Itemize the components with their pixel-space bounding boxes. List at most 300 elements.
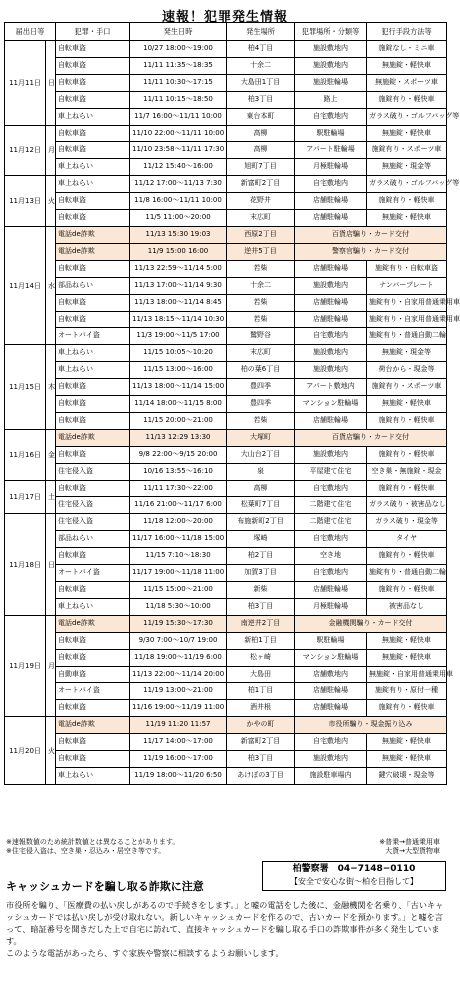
crime-method: タイヤ: [367, 531, 447, 548]
place-category: 月極駐輪場: [295, 159, 367, 176]
table-row: [5, 328, 447, 345]
occurrence-place: 柏1丁目: [227, 683, 295, 700]
table-row: [5, 294, 447, 311]
occurrence-time: 11/15 7:10～18:30: [130, 548, 227, 565]
occurrence-time: 11/11 10:15～18:50: [130, 91, 227, 108]
occurrence-place: 柏3丁目: [227, 91, 295, 108]
place-category: 施設敷地内: [295, 57, 367, 74]
crime-type: 車上ねらい: [56, 345, 130, 362]
notice-title: キャッシュカードを騙し取る詐欺に注意: [6, 880, 204, 893]
fraud-method: 市役所騙り・現金振り込み: [295, 717, 447, 734]
crime-method: 無施錠・軽快車: [367, 751, 447, 768]
occurrence-time: 11/11 11:35～18:35: [130, 57, 227, 74]
occurrence-place: 若柴: [227, 260, 295, 277]
report-weekday: 火: [46, 717, 56, 785]
table-body: [5, 41, 460, 785]
notice-paragraph: 市役所を騙り、「医療費の払い戻しがあるので手続きをします。」と嘘の電話をした後に、金融機関を名乗り、「古いキャッシュカードでは払い戻しが受け取れない。新しいキャッシュカードを作るので、古いカードを預かります。」と嘘を言って、暗証番号を聞きだした上で自宅に訪れて、直接キャッシュカードを騙し取る手口の詐欺事件が多く発生しています。: [6, 900, 444, 946]
occurrence-time: 11/3 19:00～11/5 17:00: [130, 328, 227, 345]
table-row: [5, 582, 447, 599]
police-slogan: 【安全で安心な街〜柏を目指して】: [290, 877, 418, 886]
crime-type: 自転車盗: [56, 210, 130, 227]
place-category: 店舗駐輪場: [295, 294, 367, 311]
crime-method: 施錠有り・普通自動二輪: [367, 565, 447, 582]
table-row: [5, 497, 447, 514]
crime-method: 無施錠・軽快車: [367, 649, 447, 666]
report-weekday: 月: [46, 615, 56, 716]
header-crime: 犯罪・手口: [56, 23, 130, 41]
occurrence-time: 11/13 22:00～11/14 20:00: [130, 666, 227, 683]
fraud-method: 金融機関騙り・カード交付: [295, 615, 447, 632]
crime-type: 住宅侵入盗: [56, 463, 130, 480]
table-row: [5, 142, 447, 159]
table-row: [5, 429, 447, 446]
report-date: 11月17日: [5, 480, 46, 514]
place-category: 施設敷地内: [295, 751, 367, 768]
occurrence-place: 松葉町7丁目: [227, 497, 295, 514]
place-category: 自宅敷地内: [295, 734, 367, 751]
crime-method: 施錠有り・軽快車: [367, 446, 447, 463]
report-weekday: 土: [46, 480, 56, 514]
table-row: [5, 480, 447, 497]
occurrence-time: 11/19 15:30～17:30: [130, 615, 227, 632]
crime-type: 車上ねらい: [56, 767, 130, 784]
crime-method: 施錠有り・軽快車: [367, 412, 447, 429]
place-category: 月極駐輪場: [295, 598, 367, 615]
crime-method: 施錠有り・軽快車: [367, 582, 447, 599]
header-category: 犯罪場所・分類等: [295, 23, 367, 41]
table-row: [5, 632, 447, 649]
table-row: [5, 260, 447, 277]
crime-type: 電話de詐欺: [56, 615, 130, 632]
crime-method: 施錠有り・軽快車: [367, 193, 447, 210]
occurrence-time: 11/9 15:00 16:00: [130, 243, 227, 260]
table-row: [5, 210, 447, 227]
crime-method: ガラス破り・被害品なし: [367, 497, 447, 514]
table-row: [5, 751, 447, 768]
table-row: [5, 193, 447, 210]
crime-type: 自転車盗: [56, 294, 130, 311]
occurrence-place: 新富町2丁目: [227, 734, 295, 751]
crime-type: オートバイ盗: [56, 328, 130, 345]
crime-method: 施錠有り・自家用普通乗用車: [367, 311, 447, 328]
crime-method: 施錠有り・自転車盗: [367, 260, 447, 277]
occurrence-place: 新柴: [227, 582, 295, 599]
occurrence-place: かやの町: [227, 717, 295, 734]
crime-method: 施錠有り・自家用普通乗用車: [367, 294, 447, 311]
occurrence-time: 11/5 11:00～20:00: [130, 210, 227, 227]
page-title: 速報！犯罪発生情報: [161, 10, 288, 25]
place-category: 自宅敷地内: [295, 480, 367, 497]
table-row: [5, 243, 447, 260]
table-row: [5, 666, 447, 683]
occurrence-place: 豊四季: [227, 379, 295, 396]
occurrence-place: 若柴: [227, 412, 295, 429]
occurrence-time: 11/19 16:00～17:00: [130, 751, 227, 768]
occurrence-time: 10/16 13:55～16:10: [130, 463, 227, 480]
crime-method: 無施錠・現金等: [367, 159, 447, 176]
place-category: 店舗駐輪場: [295, 210, 367, 227]
table-row: [5, 615, 447, 632]
place-category: 店舗敷地内: [295, 666, 367, 683]
place-category: マンション駐輪場: [295, 649, 367, 666]
place-category: 店舗駐輪場: [295, 582, 367, 599]
occurrence-time: 11/15 13:00～16:00: [130, 362, 227, 379]
footnote-left: [6, 838, 179, 856]
table-row: [5, 412, 447, 429]
footnote-line: 大貨→大型貨物車: [385, 847, 440, 855]
table-row: [5, 379, 447, 396]
occurrence-time: 11/13 18:15～11/14 10:30: [130, 311, 227, 328]
crime-type: 自転車盗: [56, 446, 130, 463]
report-date: 11月20日: [5, 717, 46, 785]
occurrence-place: 新柏1丁目: [227, 632, 295, 649]
table-row: [5, 125, 447, 142]
crime-type: 住宅侵入盗: [56, 514, 130, 531]
crime-type: 自転車盗: [56, 649, 130, 666]
occurrence-place: 塚崎: [227, 531, 295, 548]
crime-type: 自転車盗: [56, 582, 130, 599]
crime-method: ガラス破り・ゴルフバッグ等: [367, 108, 447, 125]
table-row: [5, 91, 447, 108]
crime-type: 電話de詐欺: [56, 717, 130, 734]
occurrence-place: 花野井: [227, 193, 295, 210]
occurrence-place: 新富町2丁目: [227, 176, 295, 193]
crime-type: 自転車盗: [56, 311, 130, 328]
occurrence-time: 11/19 13:00～21:00: [130, 683, 227, 700]
place-category: 自宅敷地内: [295, 328, 367, 345]
place-category: 施設敷地内: [295, 277, 367, 294]
occurrence-place: 大島田: [227, 666, 295, 683]
place-category: アパート駐輪場: [295, 142, 367, 159]
occurrence-time: 11/10 22:00～11/11 10:00: [130, 125, 227, 142]
table-row: [5, 396, 447, 413]
place-category: 施設敷地内: [295, 362, 367, 379]
crime-type: 自転車盗: [56, 74, 130, 91]
occurrence-place: 豊四季: [227, 396, 295, 413]
occurrence-time: 11/13 12:29 13:30: [130, 429, 227, 446]
occurrence-time: 11/12 17:00～11/13 7:30: [130, 176, 227, 193]
occurrence-time: 11/13 22:59～11/14 5:00: [130, 260, 227, 277]
notice-paragraph: このような電話があったら、すぐ家族や警察に相談するようお願いします。: [6, 948, 284, 958]
crime-method: 施錠有り・スポーツ車: [367, 142, 447, 159]
occurrence-place: 加賀3丁目: [227, 565, 295, 582]
place-category: 空き地: [295, 548, 367, 565]
occurrence-time: 11/15 15:00～21:00: [130, 582, 227, 599]
crime-method: 施錠有り・軽快車: [367, 700, 447, 717]
occurrence-time: 11/17 14:00～17:00: [130, 734, 227, 751]
crime-method: 鍵穴破壊・現金等: [367, 767, 447, 784]
place-category: 自宅敷地内: [295, 565, 367, 582]
crime-type: 自転車盗: [56, 41, 130, 58]
crime-type: 自動車盗: [56, 666, 130, 683]
crime-method: 被害品なし: [367, 598, 447, 615]
report-weekday: 日: [46, 41, 56, 126]
fraud-method: 警察官騙り・カード交付: [295, 243, 447, 260]
occurrence-place: 南逆井2丁目: [227, 615, 295, 632]
report-date: 11月13日: [5, 176, 46, 227]
occurrence-time: 11/15 20:00～21:00: [130, 412, 227, 429]
occurrence-place: 柏3丁目: [227, 751, 295, 768]
occurrence-place: 柏2丁目: [227, 548, 295, 565]
crime-type: 自転車盗: [56, 396, 130, 413]
crime-type: 電話de詐欺: [56, 243, 130, 260]
crime-type: 自転車盗: [56, 379, 130, 396]
occurrence-time: 10/27 18:00～19:00: [130, 41, 227, 58]
footnote-right: [310, 838, 440, 856]
occurrence-place: 末広町: [227, 210, 295, 227]
occurrence-time: 11/7 16:00～11/11 10:00: [130, 108, 227, 125]
crime-method: 無施錠・自家用普通乗用車: [367, 666, 447, 683]
occurrence-place: 逆井5丁目: [227, 243, 295, 260]
occurrence-place: 東台本町: [227, 108, 295, 125]
report-weekday: 水: [46, 226, 56, 344]
occurrence-place: 旭町7丁目: [227, 159, 295, 176]
table-row: [5, 700, 447, 717]
table-header-row: [5, 23, 447, 41]
occurrence-time: 11/17 19:00～11/18 11:00: [130, 565, 227, 582]
table-row: [5, 463, 447, 480]
police-contact-box: [262, 861, 446, 891]
header-date: 届出日等: [5, 23, 56, 41]
report-weekday: 火: [46, 176, 56, 227]
occurrence-time: 11/13 18:00～11/14 8:45: [130, 294, 227, 311]
occurrence-time: 11/13 15:30 19:03: [130, 226, 227, 243]
crime-method: 施錠有り・軽快車: [367, 91, 447, 108]
place-category: 施設敷地内: [295, 446, 367, 463]
crime-type: 電話de詐欺: [56, 226, 130, 243]
police-station: 柏警察署 04−7148−0110: [292, 864, 416, 874]
crime-type: 自転車盗: [56, 57, 130, 74]
place-category: 店舗駐輪場: [295, 193, 367, 210]
occurrence-time: 11/18 19:00～11/19 6:00: [130, 649, 227, 666]
crime-type: 自転車盗: [56, 412, 130, 429]
occurrence-time: 11/13 18:00～11/14 15:00: [130, 379, 227, 396]
occurrence-place: あけぼの3丁目: [227, 767, 295, 784]
report-weekday: 金: [46, 429, 56, 480]
footnote-line: ※速報数値のため統計数値とは異なることがあります。: [6, 838, 180, 846]
place-category: 店舗駐輪場: [295, 683, 367, 700]
table-row: [5, 277, 447, 294]
occurrence-time: 9/8 22:00～9/15 20:00: [130, 446, 227, 463]
table-row: [5, 446, 447, 463]
occurrence-time: 11/11 17:30～22:00: [130, 480, 227, 497]
table-row: [5, 734, 447, 751]
occurrence-place: 鷲野谷: [227, 328, 295, 345]
occurrence-time: 11/16 19:00～11/19 11:00: [130, 700, 227, 717]
table-row: [5, 41, 447, 58]
fraud-method: 百貨店騙り・カード交付: [295, 226, 447, 243]
header-method: 犯行手段方法等: [367, 23, 447, 41]
crime-type: 自転車盗: [56, 142, 130, 159]
crime-type: 部品ねらい: [56, 531, 130, 548]
occurrence-time: 11/13 17:00～11/14 9:30: [130, 277, 227, 294]
crime-method: 無施錠・軽快車: [367, 57, 447, 74]
occurrence-place: 若柴: [227, 311, 295, 328]
report-weekday: 木: [46, 345, 56, 430]
occurrence-time: 11/17 16:00～11/18 15:00: [130, 531, 227, 548]
occurrence-time: 11/12 15:40～16:00: [130, 159, 227, 176]
crime-type: 自転車盗: [56, 548, 130, 565]
fraud-method: 百貨店騙り・カード交付: [295, 429, 447, 446]
report-date: 11月19日: [5, 615, 46, 716]
place-category: 路上: [295, 91, 367, 108]
table-row: [5, 345, 447, 362]
place-category: マンション駐輪場: [295, 396, 367, 413]
occurrence-place: 大塚町: [227, 429, 295, 446]
occurrence-time: 9/30 7:00～10/7 19:00: [130, 632, 227, 649]
table-row: [5, 176, 447, 193]
table-row: [5, 159, 447, 176]
occurrence-time: 11/11 10:30～17:15: [130, 74, 227, 91]
crime-type: 車上ねらい: [56, 362, 130, 379]
crime-type: 自転車盗: [56, 751, 130, 768]
place-category: 店舗駐輪場: [295, 260, 367, 277]
place-category: 施設敷地内: [295, 345, 367, 362]
report-date: 11月16日: [5, 429, 46, 480]
occurrence-place: 泉: [227, 463, 295, 480]
table-row: [5, 108, 447, 125]
crime-type: 自転車盗: [56, 632, 130, 649]
place-category: 施設駐輪場: [295, 74, 367, 91]
place-category: アパート敷地内: [295, 379, 367, 396]
table-row: [5, 531, 447, 548]
occurrence-time: 11/19 18:00～11/20 6:50: [130, 767, 227, 784]
crime-method: 施錠有り・スポーツ車: [367, 379, 447, 396]
crime-type: 自転車盗: [56, 125, 130, 142]
crime-method: ガラス破り・ゴルフバッグ等: [367, 176, 447, 193]
report-date: 11月11日: [5, 41, 46, 126]
place-category: 二階建て住宅: [295, 497, 367, 514]
occurrence-place: 柏の葉6丁目: [227, 362, 295, 379]
report-date: 11月14日: [5, 226, 46, 344]
header-place: 発生場所: [227, 23, 295, 41]
occurrence-time: 11/10 23:58～11/11 17:30: [130, 142, 227, 159]
place-category: 施設敷地内: [295, 41, 367, 58]
crime-method: 施錠なし・ミニ車: [367, 41, 447, 58]
place-category: 施設駐車場内: [295, 767, 367, 784]
crime-method: 施錠有り・軽快車: [367, 480, 447, 497]
crime-type: 車上ねらい: [56, 159, 130, 176]
table-row: [5, 717, 447, 734]
crime-method: ガラス破り・現金等: [367, 514, 447, 531]
crime-type: 自転車盗: [56, 260, 130, 277]
occurrence-time: 11/19 11:20 11:57: [130, 717, 227, 734]
occurrence-place: 高柳: [227, 125, 295, 142]
place-category: 平屋建て住宅: [295, 463, 367, 480]
crime-method: 施錠有り・原付一種: [367, 683, 447, 700]
occurrence-place: 酒井根: [227, 700, 295, 717]
footnote-line: ※普乗→普通乗用車: [379, 838, 440, 846]
place-category: 自宅敷地内: [295, 108, 367, 125]
table-row: [5, 311, 447, 328]
place-category: 二階建て住宅: [295, 514, 367, 531]
crime-type: 部品ねらい: [56, 277, 130, 294]
crime-method: 無施錠・軽快車: [367, 125, 447, 142]
crime-type: 住宅侵入盗: [56, 497, 130, 514]
occurrence-place: 末広町: [227, 345, 295, 362]
table-row: [5, 548, 447, 565]
crime-method: 無施錠・軽快車: [367, 396, 447, 413]
crime-method: 空き巣・無施錠・現金: [367, 463, 447, 480]
table-row: [5, 514, 447, 531]
crime-method: 荷台から・現金等: [367, 362, 447, 379]
occurrence-place: 西原2丁目: [227, 226, 295, 243]
crime-type: 電話de詐欺: [56, 429, 130, 446]
crime-type: 自転車盗: [56, 193, 130, 210]
table-row: [5, 598, 447, 615]
table-row: [5, 57, 447, 74]
occurrence-place: 十余二: [227, 57, 295, 74]
crime-method: 無施錠・スポーツ車: [367, 74, 447, 91]
table-row: [5, 767, 447, 784]
occurrence-place: 布施新町2丁目: [227, 514, 295, 531]
crime-method: 無施錠・現金等: [367, 345, 447, 362]
table-row: [5, 683, 447, 700]
table-row: [5, 649, 447, 666]
place-category: 駅駐輪場: [295, 125, 367, 142]
crime-table: [4, 22, 460, 785]
occurrence-place: 若柴: [227, 294, 295, 311]
crime-type: オートバイ盗: [56, 565, 130, 582]
report-date: 11月18日: [5, 514, 46, 615]
place-category: 店舗駐輪場: [295, 412, 367, 429]
crime-type: 車上ねらい: [56, 176, 130, 193]
occurrence-place: 十余二: [227, 277, 295, 294]
table-row: [5, 74, 447, 91]
crime-type: 自転車盗: [56, 734, 130, 751]
crime-type: 自転車盗: [56, 480, 130, 497]
notice-body: [6, 899, 444, 959]
place-category: 店舗駐輪場: [295, 700, 367, 717]
crime-type: 車上ねらい: [56, 108, 130, 125]
header-time: 発生日時: [130, 23, 227, 41]
occurrence-place: 柏4丁目: [227, 41, 295, 58]
place-category: 店舗駐輪場: [295, 311, 367, 328]
crime-type: 車上ねらい: [56, 598, 130, 615]
crime-method: ナンバープレート: [367, 277, 447, 294]
report-weekday: 月: [46, 125, 56, 176]
crime-method: 無施錠・軽快車: [367, 632, 447, 649]
crime-type: 自転車盗: [56, 700, 130, 717]
footnote-line: ※住宅侵入盗は、空き巣・忍込み・居空き等です。: [6, 847, 166, 855]
place-category: 自宅敷地内: [295, 176, 367, 193]
occurrence-place: 高柳: [227, 142, 295, 159]
crime-method: 無施錠・軽快車: [367, 734, 447, 751]
table-row: [5, 362, 447, 379]
occurrence-place: 柏3丁目: [227, 598, 295, 615]
occurrence-time: 11/14 18:00～11/15 8:00: [130, 396, 227, 413]
report-date: 11月12日: [5, 125, 46, 176]
occurrence-place: 大島田1丁目: [227, 74, 295, 91]
occurrence-time: 11/18 12:00～20:00: [130, 514, 227, 531]
occurrence-time: 11/8 16:00～11/11 10:00: [130, 193, 227, 210]
report-weekday: 日: [46, 514, 56, 615]
table-row: [5, 565, 447, 582]
crime-type: オートバイ盗: [56, 683, 130, 700]
occurrence-time: 11/18 5:30～10:00: [130, 598, 227, 615]
crime-method: 施錠有り・軽快車: [367, 548, 447, 565]
occurrence-time: 11/16 21:00～11/17 6:00: [130, 497, 227, 514]
occurrence-place: 松ヶ崎: [227, 649, 295, 666]
table-row: [5, 226, 447, 243]
crime-method: 施錠有り・普通自動二輪: [367, 328, 447, 345]
report-date: 11月15日: [5, 345, 46, 430]
crime-type: 自転車盗: [56, 91, 130, 108]
place-category: 自宅敷地内: [295, 531, 367, 548]
occurrence-place: 大山台2丁目: [227, 446, 295, 463]
place-category: 駅駐輪場: [295, 632, 367, 649]
crime-method: 無施錠・軽快車: [367, 210, 447, 227]
